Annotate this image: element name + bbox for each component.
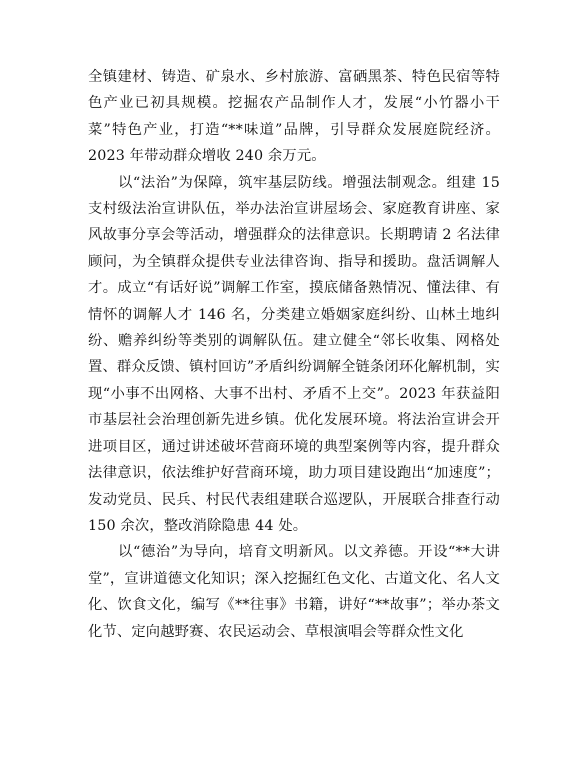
paragraph-3: 以“德治”为导向，培育文明新风。以文养德。开设“**大讲堂”，宣讲道德文化知识；深入挖掘红色文化、古道文化、名人文化、饮食文化，编写《**往事》书籍，讲好“**故事”；举办茶文化节、定向越野赛、农民运动会、草根演唱会等群众性文化 — [88, 544, 500, 640]
document-body — [88, 64, 500, 645]
paragraph-1: 全镇建材、铸造、矿泉水、乡村旅游、富硒黑茶、特色民宿等特色产业已初具规模。挖掘农产品制作人才，发展“小竹器小干菜”特色产业，打造“**味道”品牌，引导群众发展庭院经济。2023 年带动群众增收 240 余万元。 — [88, 69, 500, 165]
paragraph-2: 以“法治”为保障，筑牢基层防线。增强法制观念。组建 15 支村级法治宣讲队伍，举办法治宣讲屋场会、家庭教育讲座、家风故事分享会等活动，增强群众的法律意识。长期聘请 2 名法律顾问，为全镇群众提供专业法律咨询、指导和援助。盘活调解人才。成立“有话好说”调解工作室，摸底储备熟情况、懂法律、有情怀的调解人才 146 名，分类建立婚姻家庭纠纷、山林土地纠纷、赡养纠纷等类别的调解队伍。建立健全“邻长收集、网格处置、群众反馈、镇村回访”矛盾纠纷调解全链条闭环化解机制，实现“小事不出网格、大事不出村、矛盾不上交”。2023 年获益阳市基层社会治理创新先进乡镇。优化发展环境。将法治宣讲会开进项目区，通过讲述破坏营商环境的典型案例等内容，提升群众法律意识，依法维护好营商环境，助力项目建设跑出“加速度”；发动党员、民兵、村民代表组建联合巡逻队，开展联合排查行动 150 余次，整改消除隐患 44 处。 — [88, 174, 500, 534]
